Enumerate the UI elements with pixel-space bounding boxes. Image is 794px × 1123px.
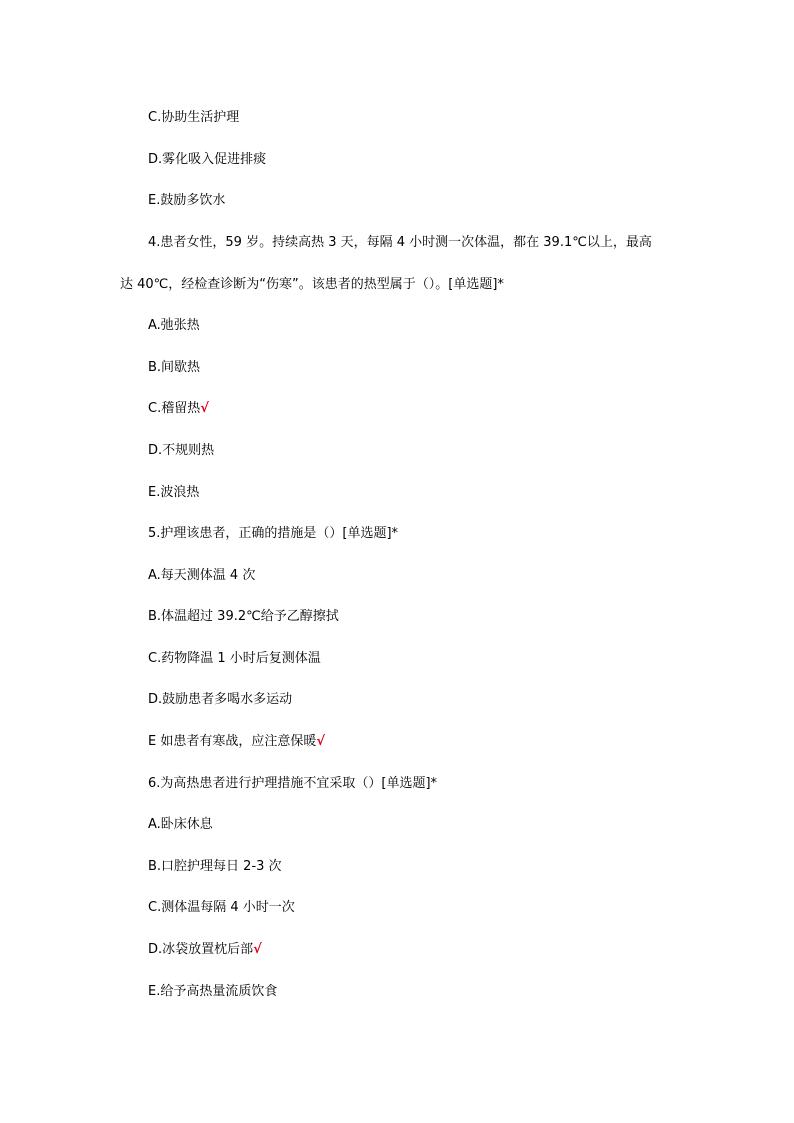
q5-option-b <box>148 608 339 626</box>
q4-option-d <box>148 442 214 460</box>
q4-stem-line2: 达 40℃，经检查诊断为“伤寒”。该患者的热型属于（）。[单选题]* <box>120 277 504 292</box>
q6-option-c <box>148 899 295 917</box>
q6-option-b <box>148 858 282 876</box>
option-text: E.给予高热量流质饮食 <box>148 984 278 999</box>
q5-stem: 5.护理该患者，正确的措施是（）[单选题]* <box>148 526 399 541</box>
option-text: D.不规则热 <box>148 443 215 458</box>
option-text: E.波浪热 <box>148 485 200 500</box>
option-text: C.协助生活护理 <box>148 110 240 125</box>
option-text: B.体温超过 39.2℃给予乙醇擦拭 <box>148 609 339 624</box>
option-text: C.药物降温 1 小时后复测体温 <box>148 651 321 666</box>
q4-option-c <box>148 400 209 418</box>
option-text: D.雾化吸入促进排痰 <box>148 152 267 167</box>
q6-stem: 6.为高热患者进行护理措施不宜采取（）[单选题]* <box>148 776 438 791</box>
option-text: C.测体温每隔 4 小时一次 <box>148 900 295 915</box>
q4-stem-line1: 4.患者女性，59 岁。持续高热 3 天，每隔 4 小时测一次体温，都在 39.1℃以上，最高 <box>148 235 652 250</box>
q5-option-d <box>148 691 292 709</box>
q4-option-e <box>148 484 199 502</box>
correct-check-icon: √ <box>253 942 262 957</box>
q6-option-d <box>148 941 262 959</box>
option-text: A.每天测体温 4 次 <box>148 568 256 583</box>
q4-option-b <box>148 359 200 377</box>
q4-option-a <box>148 317 200 335</box>
q6-option-e <box>148 983 277 1001</box>
option-text: B.间歇热 <box>148 360 201 375</box>
option-text: D.鼓励患者多喝水多运动 <box>148 692 293 707</box>
q3-option-e <box>148 192 225 210</box>
option-text: B.口腔护理每日 2-3 次 <box>148 859 282 874</box>
correct-check-icon: √ <box>200 401 209 416</box>
option-text: E.鼓励多饮水 <box>148 193 226 208</box>
option-text: A.弛张热 <box>148 318 200 333</box>
q3-option-d <box>148 151 266 169</box>
q5-option-a <box>148 567 255 585</box>
q5-option-c <box>148 650 321 668</box>
option-text: A.卧床休息 <box>148 817 213 832</box>
correct-check-icon: √ <box>316 734 326 749</box>
option-text: C.稽留热 <box>148 401 201 416</box>
q5-option-e <box>148 733 325 751</box>
option-text: E 如患者有寒战，应注意保暖 <box>148 734 317 749</box>
q6-option-a <box>148 816 213 834</box>
q3-option-c <box>148 109 239 127</box>
option-text: D.冰袋放置枕后部 <box>148 942 254 957</box>
